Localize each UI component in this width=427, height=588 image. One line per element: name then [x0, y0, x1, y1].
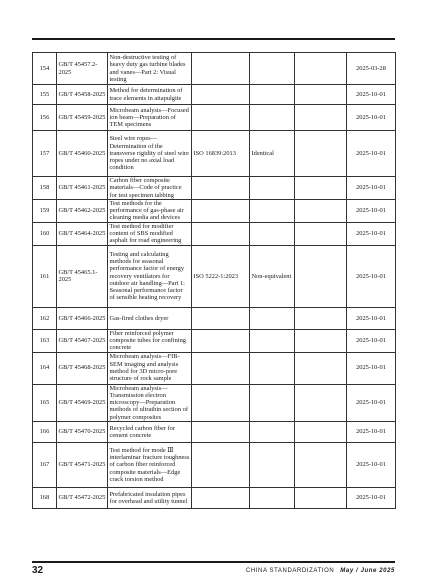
blank-cell [295, 307, 347, 329]
row-number: 167 [33, 443, 57, 488]
page-number: 32 [32, 565, 44, 576]
implementation-date: 2025-10-01 [347, 105, 396, 131]
blank-cell [295, 177, 347, 200]
adopted-standard [192, 177, 250, 200]
row-number: 160 [33, 222, 57, 245]
row-number: 155 [33, 85, 57, 105]
row-number: 154 [33, 53, 57, 85]
standard-code: GB/T 45472-2025 [57, 488, 108, 509]
adopted-standard [192, 352, 250, 384]
table-row [33, 245, 396, 307]
table-row [33, 307, 396, 329]
implementation-date: 2025-10-01 [347, 199, 396, 222]
blank-cell [295, 422, 347, 443]
standard-title: Carbon fiber composite materials—Code of practice for test specimen tabbing [108, 177, 192, 200]
table-row [33, 177, 396, 200]
blank-cell [295, 53, 347, 85]
table-body [33, 53, 396, 509]
implementation-date: 2025-10-01 [347, 352, 396, 384]
adoption-degree [250, 488, 295, 509]
adopted-standard [192, 199, 250, 222]
adopted-standard [192, 307, 250, 329]
table-row [33, 85, 396, 105]
implementation-date: 2025-10-01 [347, 422, 396, 443]
footer-rule [32, 561, 395, 563]
top-rule [32, 38, 395, 40]
table-row [33, 222, 396, 245]
row-number: 162 [33, 307, 57, 329]
standard-title: Microbeam analysis—Transmission electron microscopy—Preparation methods of ultrathin section of polymer composites [108, 384, 192, 421]
standard-code: GB/T 45468-2025 [57, 352, 108, 384]
standard-code: GB/T 45470-2025 [57, 422, 108, 443]
standard-code: GB/T 45460-2025 [57, 131, 108, 177]
standard-code: GB/T 45465.1-2025 [57, 245, 108, 307]
adopted-standard [192, 53, 250, 85]
publication-title: CHINA STANDARDIZATION [245, 568, 335, 574]
table-row [33, 384, 396, 421]
row-number: 166 [33, 422, 57, 443]
adoption-degree [250, 422, 295, 443]
row-number: 168 [33, 488, 57, 509]
table-row [33, 131, 396, 177]
standard-title: Fiber reinforced polymer composite tubes for confining concrete [108, 329, 192, 352]
adopted-standard [192, 222, 250, 245]
implementation-date: 2025-10-01 [347, 329, 396, 352]
blank-cell [295, 105, 347, 131]
row-number: 157 [33, 131, 57, 177]
adoption-degree [250, 307, 295, 329]
implementation-date: 2025-10-01 [347, 131, 396, 177]
standard-code: GB/T 45457.2-2025 [57, 53, 108, 85]
standard-title: Testing and calculating methods for seasonal performance factor of energy recovery ventilators for outdoor air handling—Part 1: Seasonal performance factor of sensible heating recovery [108, 245, 192, 307]
adopted-standard [192, 105, 250, 131]
adoption-degree [250, 199, 295, 222]
standard-code: GB/T 45467-2025 [57, 329, 108, 352]
standard-title: Non-destructive testing of heavy duty gas turbine blades and vanes—Part 2: Visual testing [108, 53, 192, 85]
row-number: 164 [33, 352, 57, 384]
standards-table [32, 52, 396, 509]
adoption-degree [250, 177, 295, 200]
adopted-standard: ISO 16839:2013 [192, 131, 250, 177]
standard-title: Prefabricated insulation pipes for overhead and utility tunnel [108, 488, 192, 509]
implementation-date: 2025-10-01 [347, 384, 396, 421]
row-number: 165 [33, 384, 57, 421]
adoption-degree [250, 329, 295, 352]
standard-title: Test methods for the performance of gas-phase air cleaning media and devices [108, 199, 192, 222]
implementation-date: 2025-10-01 [347, 307, 396, 329]
standard-title: Method for determination of trace elements in attapulgite [108, 85, 192, 105]
adopted-standard [192, 488, 250, 509]
row-number: 159 [33, 199, 57, 222]
row-number: 163 [33, 329, 57, 352]
table-row [33, 105, 396, 131]
table-row [33, 53, 396, 85]
row-number: 158 [33, 177, 57, 200]
standard-title: Recycled carbon fiber for cement concrete [108, 422, 192, 443]
standard-title: Steel wire ropes—Determination of the transverse rigidity of steel wire ropes under no axial load condition [108, 131, 192, 177]
standard-code: GB/T 45462-2025 [57, 199, 108, 222]
adopted-standard: ISO 5222-1:2023 [192, 245, 250, 307]
implementation-date: 2025-10-01 [347, 222, 396, 245]
implementation-date: 2025-10-01 [347, 443, 396, 488]
blank-cell [295, 352, 347, 384]
blank-cell [295, 443, 347, 488]
standard-title: Microbeam analysis—Focused ion beam—Preparation of TEM specimens [108, 105, 192, 131]
standard-title: Microbeam analysis—FIB-SEM imaging and analysis method for 3D micro-pore structure of rock sample [108, 352, 192, 384]
blank-cell [295, 131, 347, 177]
implementation-date: 2025-03-28 [347, 53, 396, 85]
standard-code: GB/T 45471-2025 [57, 443, 108, 488]
implementation-date: 2025-10-01 [347, 85, 396, 105]
standard-code: GB/T 45458-2025 [57, 85, 108, 105]
adoption-degree [250, 53, 295, 85]
standard-code: GB/T 45469-2025 [57, 384, 108, 421]
table-row [33, 422, 396, 443]
standard-code: GB/T 45461-2025 [57, 177, 108, 200]
blank-cell [295, 222, 347, 245]
adoption-degree: Identical [250, 131, 295, 177]
row-number: 156 [33, 105, 57, 131]
publication-line [246, 568, 395, 574]
adopted-standard [192, 422, 250, 443]
blank-cell [295, 85, 347, 105]
adoption-degree [250, 443, 295, 488]
blank-cell [295, 329, 347, 352]
adopted-standard [192, 384, 250, 421]
table-row [33, 199, 396, 222]
blank-cell [295, 384, 347, 421]
adoption-degree [250, 105, 295, 131]
implementation-date: 2025-10-01 [347, 177, 396, 200]
implementation-date: 2025-10-01 [347, 245, 396, 307]
adoption-degree [250, 85, 295, 105]
standard-code: GB/T 45464-2025 [57, 222, 108, 245]
issue-date: May / June 2025 [340, 568, 395, 574]
adoption-degree: Non-equivalent [250, 245, 295, 307]
adoption-degree [250, 222, 295, 245]
adopted-standard [192, 443, 250, 488]
standard-title: Test method for mode Ⅲ interlaminar fracture toughness of carbon fiber reinforced composite materials—Edge crack torsion method [108, 443, 192, 488]
standard-code: GB/T 45459-2025 [57, 105, 108, 131]
adoption-degree [250, 352, 295, 384]
standard-code: GB/T 45466-2025 [57, 307, 108, 329]
row-number: 161 [33, 245, 57, 307]
table-row [33, 443, 396, 488]
table-row [33, 329, 396, 352]
adoption-degree [250, 384, 295, 421]
standard-title: Test method for modifier content of SBS modified asphalt for road engineering [108, 222, 192, 245]
table-row [33, 488, 396, 509]
blank-cell [295, 488, 347, 509]
adopted-standard [192, 329, 250, 352]
standard-title: Gas-fired clothes dryer [108, 307, 192, 329]
blank-cell [295, 199, 347, 222]
blank-cell [295, 245, 347, 307]
implementation-date: 2025-10-01 [347, 488, 396, 509]
table-row [33, 352, 396, 384]
adopted-standard [192, 85, 250, 105]
